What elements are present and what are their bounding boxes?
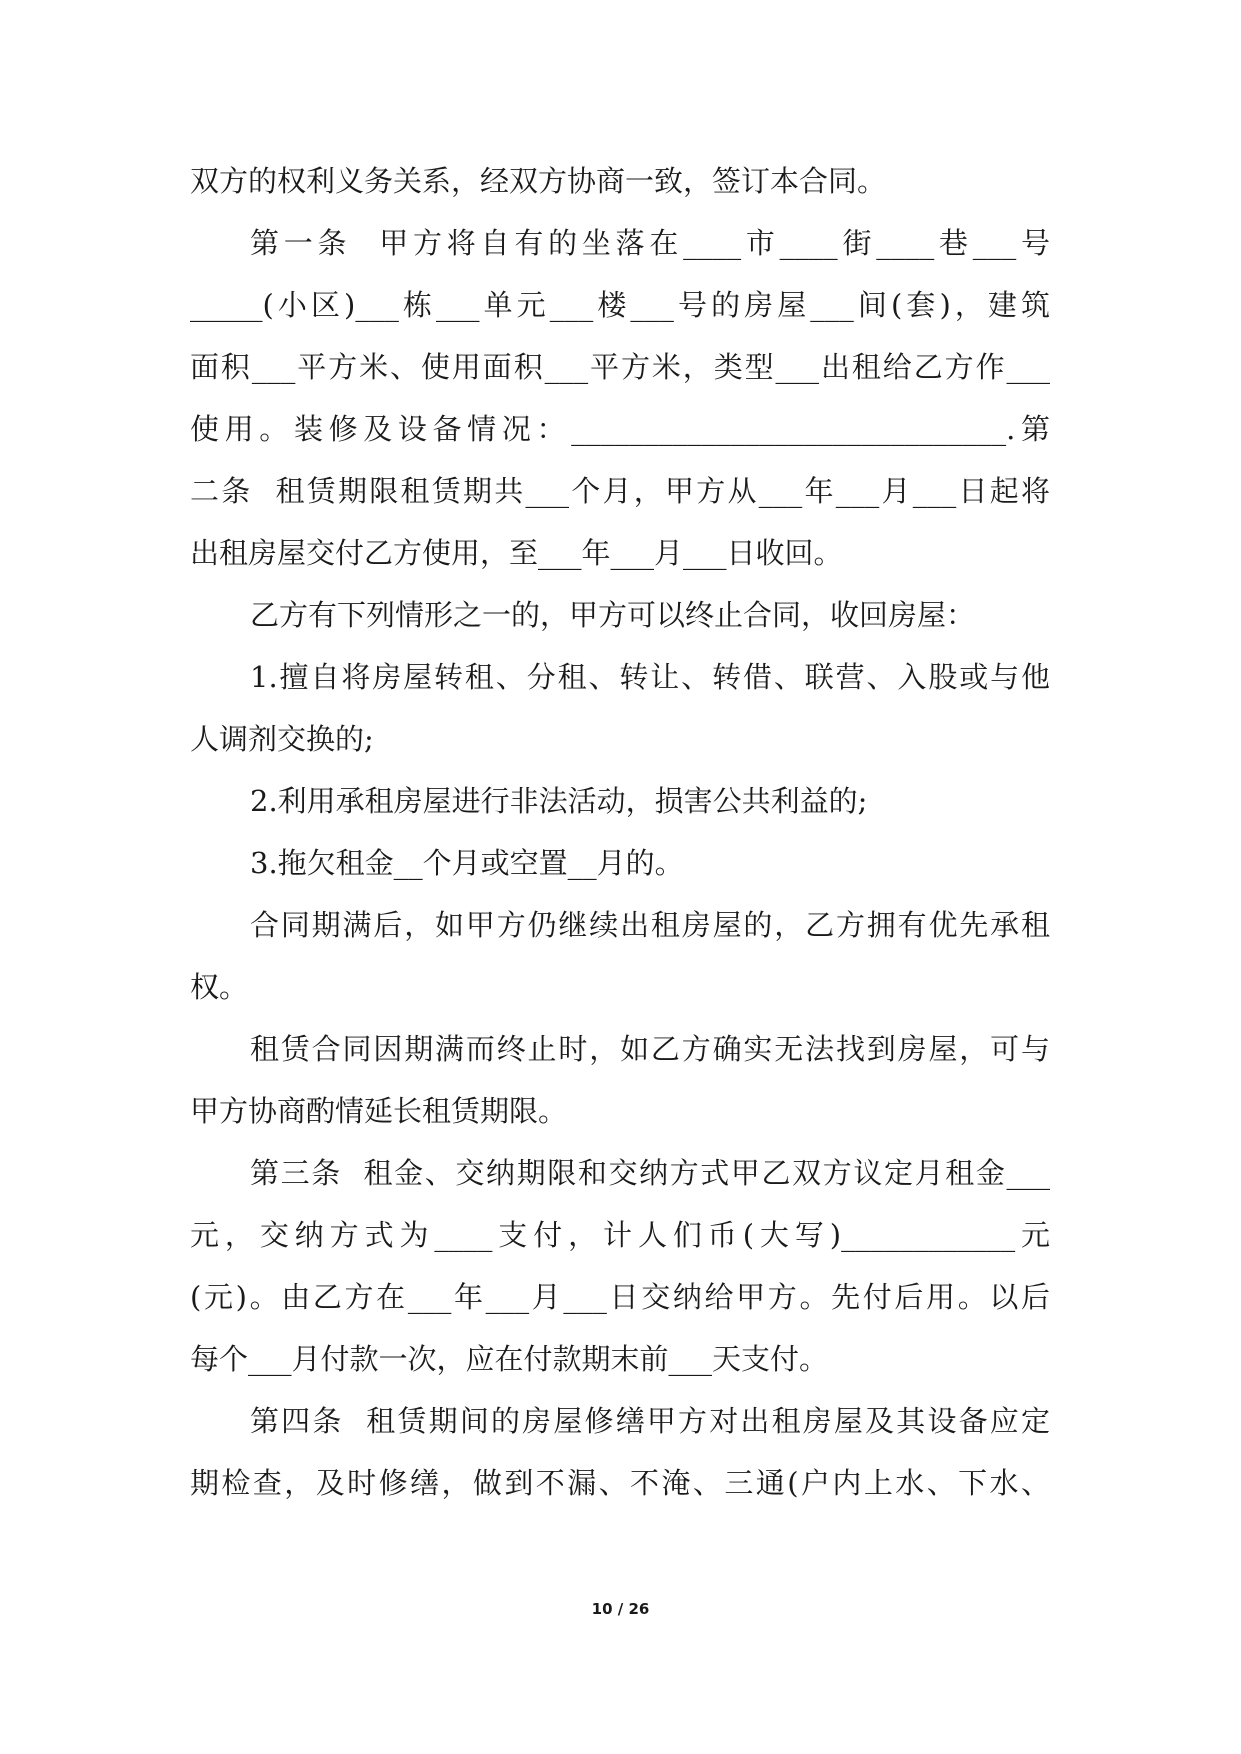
text-line: 每个___月付款一次，应在付款期末前___天支付。 xyxy=(190,1342,829,1376)
article-3-line: 第三条 租金、交纳期限和交纳方式甲乙双方议定月租金___ xyxy=(250,1156,1050,1190)
contract-body xyxy=(190,150,1050,1514)
paragraph-line: 租赁合同因期满而终止时，如乙方确实无法找到房屋，可与 xyxy=(250,1032,1050,1066)
text-line: 面积___平方米、使用面积___平方米，类型___出租给乙方作___ xyxy=(190,350,1050,384)
text-line: 双方的权利义务关系，经双方协商一致，签订本合同。 xyxy=(190,164,887,198)
text-line: 元，交纳方式为____支付，计人们币(大写)____________元 xyxy=(190,1218,1050,1252)
article-1-line: 第一条 甲方将自有的坐落在____市____街____巷___号 xyxy=(250,226,1050,260)
text-line: _____(小区)___栋___单元___楼___号的房屋___间(套)，建筑 xyxy=(190,288,1050,322)
paragraph-line: 乙方有下列情形之一的，甲方可以终止合同，收回房屋： xyxy=(250,598,976,632)
text-line: (元)。由乙方在___年___月___日交纳给甲方。先付后用。以后 xyxy=(190,1280,1050,1314)
text-line: 出租房屋交付乙方使用，至___年___月___日收回。 xyxy=(190,536,843,570)
text-line: 甲方协商酌情延长租赁期限。 xyxy=(190,1094,568,1128)
list-item-2-line: 2.利用承租房屋进行非法活动，损害公共利益的; xyxy=(250,784,868,818)
paragraph-line: 合同期满后，如甲方仍继续出租房屋的，乙方拥有优先承租 xyxy=(250,908,1050,942)
list-item-3-line: 3.拖欠租金__个月或空置__月的。 xyxy=(250,846,684,880)
page-number: 10 / 26 xyxy=(591,1600,650,1618)
article-2-line: 二条 租赁期限租赁期共___个月，甲方从___年___月___日起将 xyxy=(190,474,1050,508)
list-item-1-line: 1.擅自将房屋转租、分租、转让、转借、联营、入股或与他 xyxy=(250,660,1050,694)
text-line: 人调剂交换的; xyxy=(190,722,374,756)
article-4-line: 第四条 租赁期间的房屋修缮甲方对出租房屋及其设备应定 xyxy=(250,1404,1050,1438)
text-line: 权。 xyxy=(190,970,249,1004)
text-line: 使用。装修及设备情况：______________________________.第 xyxy=(190,412,1050,446)
text-line: 期检查，及时修缮，做到不漏、不淹、三通(户内上水、下水、 xyxy=(190,1466,1050,1500)
